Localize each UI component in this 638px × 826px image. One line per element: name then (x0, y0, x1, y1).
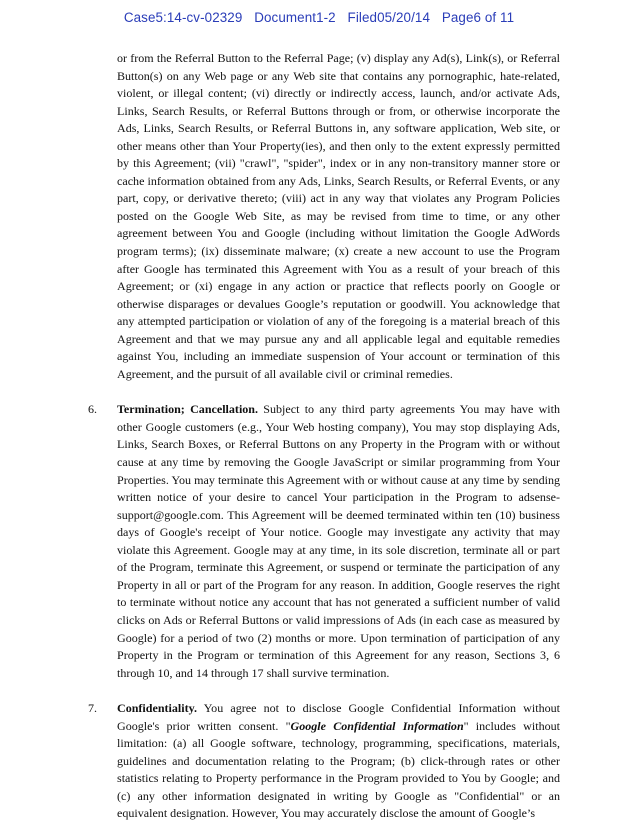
case-number: Case5:14-cv-02329 (123, 10, 243, 25)
section-paragraph (117, 401, 560, 682)
section-heading: Confidentiality. (117, 701, 197, 716)
intro-paragraph: or from the Referral Button to the Referral Page; (v) display any Ad(s), Link(s), or Referral Button(s) on any Web page or any Web site that contains any pornographic, hate-related, violent, or illegal content; (vi) directly or indirectly access, launch, and/or activate Ads, Links, Search Results, or Referral Buttons through or from, or otherwise incorporate the Ads, Links, Search Results, or Referral Buttons in, any software application, Web site, or other means other than Your Property(ies), and then only to the extent expressly permitted by this Agreement; (vii) "crawl", "spider", index or in any non-transitory manner store or cache information obtained from any Ads, Links, Search Results, or Referral Events, or any part, copy, or derivative thereto; (viii) act in any way that violates any Program Policies posted on the Google Web Site, as may be revised from time to time, or any other agreement between You and Google (including without limitation the Google AdWords program terms); (ix) disseminate malware; (x) create a new account to use the Program after Google has terminated this Agreement with You as a result of your breach of this Agreement; or (xi) engage in any action or practice that reflects poorly on Google or otherwise disparages or devalues Google’s reputation or goodwill. You acknowledge that any attempted participation or violation of any of the foregoing is a material breach of this Agreement and that we may pursue any and all applicable legal and equitable remedies against You, including an immediate suspension of Your account or termination of this Agreement, and the pursuit of all available civil or criminal remedies. (117, 51, 560, 381)
filed-date: Filed05/20/14 (347, 10, 430, 25)
section-text-before: You agree not to disclose Google Confidential Information without Google's prior written consent. " (117, 701, 560, 733)
page-number: Page6 of 11 (441, 10, 515, 25)
section-number: 6. (88, 402, 98, 417)
section-confidentiality (88, 700, 560, 823)
case-header (0, 10, 638, 25)
section-heading: Termination; Cancellation. (117, 402, 259, 417)
section-paragraph (117, 700, 560, 823)
section-termination (88, 401, 560, 682)
section-number: 7. (88, 701, 98, 716)
defined-term: Google Confidential Information (290, 718, 464, 733)
document-number: Document1-2 (254, 10, 336, 25)
section-text: Subject to any third party agreements You may have with other Google customers (e.g., Your Web hosting company), You may stop displaying Ads, Links, Search Boxes, or Referral Buttons on any Property in the Program with or without cause at any time by removing the Google JavaScript or similar programming from Your Properties. You may terminate this Agreement with or without cause at any time by sending written notice of your desire to cancel Your participation in the Program to adsense-support@google.com. This Agreement will be deemed terminated within ten (10) business days of Google's receipt of Your notice. Google may investigate any activity that may violate this Agreement. Google may at any time, in its sole discretion, terminate all or part of the Program, terminate this Agreement, or suspend or terminate the participation of any Property in all or part of the Program for any reason. In addition, Google reserves the right to terminate without notice any account that has not generated a sufficient number of valid clicks on Ads or Referral Buttons or valid impressions of Ads (in each case as measured by Google) for a period of two (2) months or more. Upon termination of participation of any Property in the Program or termination of this Agreement for any reason, Sections 3, 6 through 10, and 14 through 17 shall survive termination. (117, 402, 560, 680)
document-body (88, 50, 560, 823)
section-text-after: " includes without limitation: (a) all Google software, technology, programming, specifications, materials, guidelines and documentation relating to the Program; (b) click-through rates or other statistics relating to Property performance in the Program provided to You by Google; and (c) any other information designated in writing by Google as "Confidential" or an equivalent designation. However, You may accurately disclose the amount of Google’s (117, 718, 560, 821)
